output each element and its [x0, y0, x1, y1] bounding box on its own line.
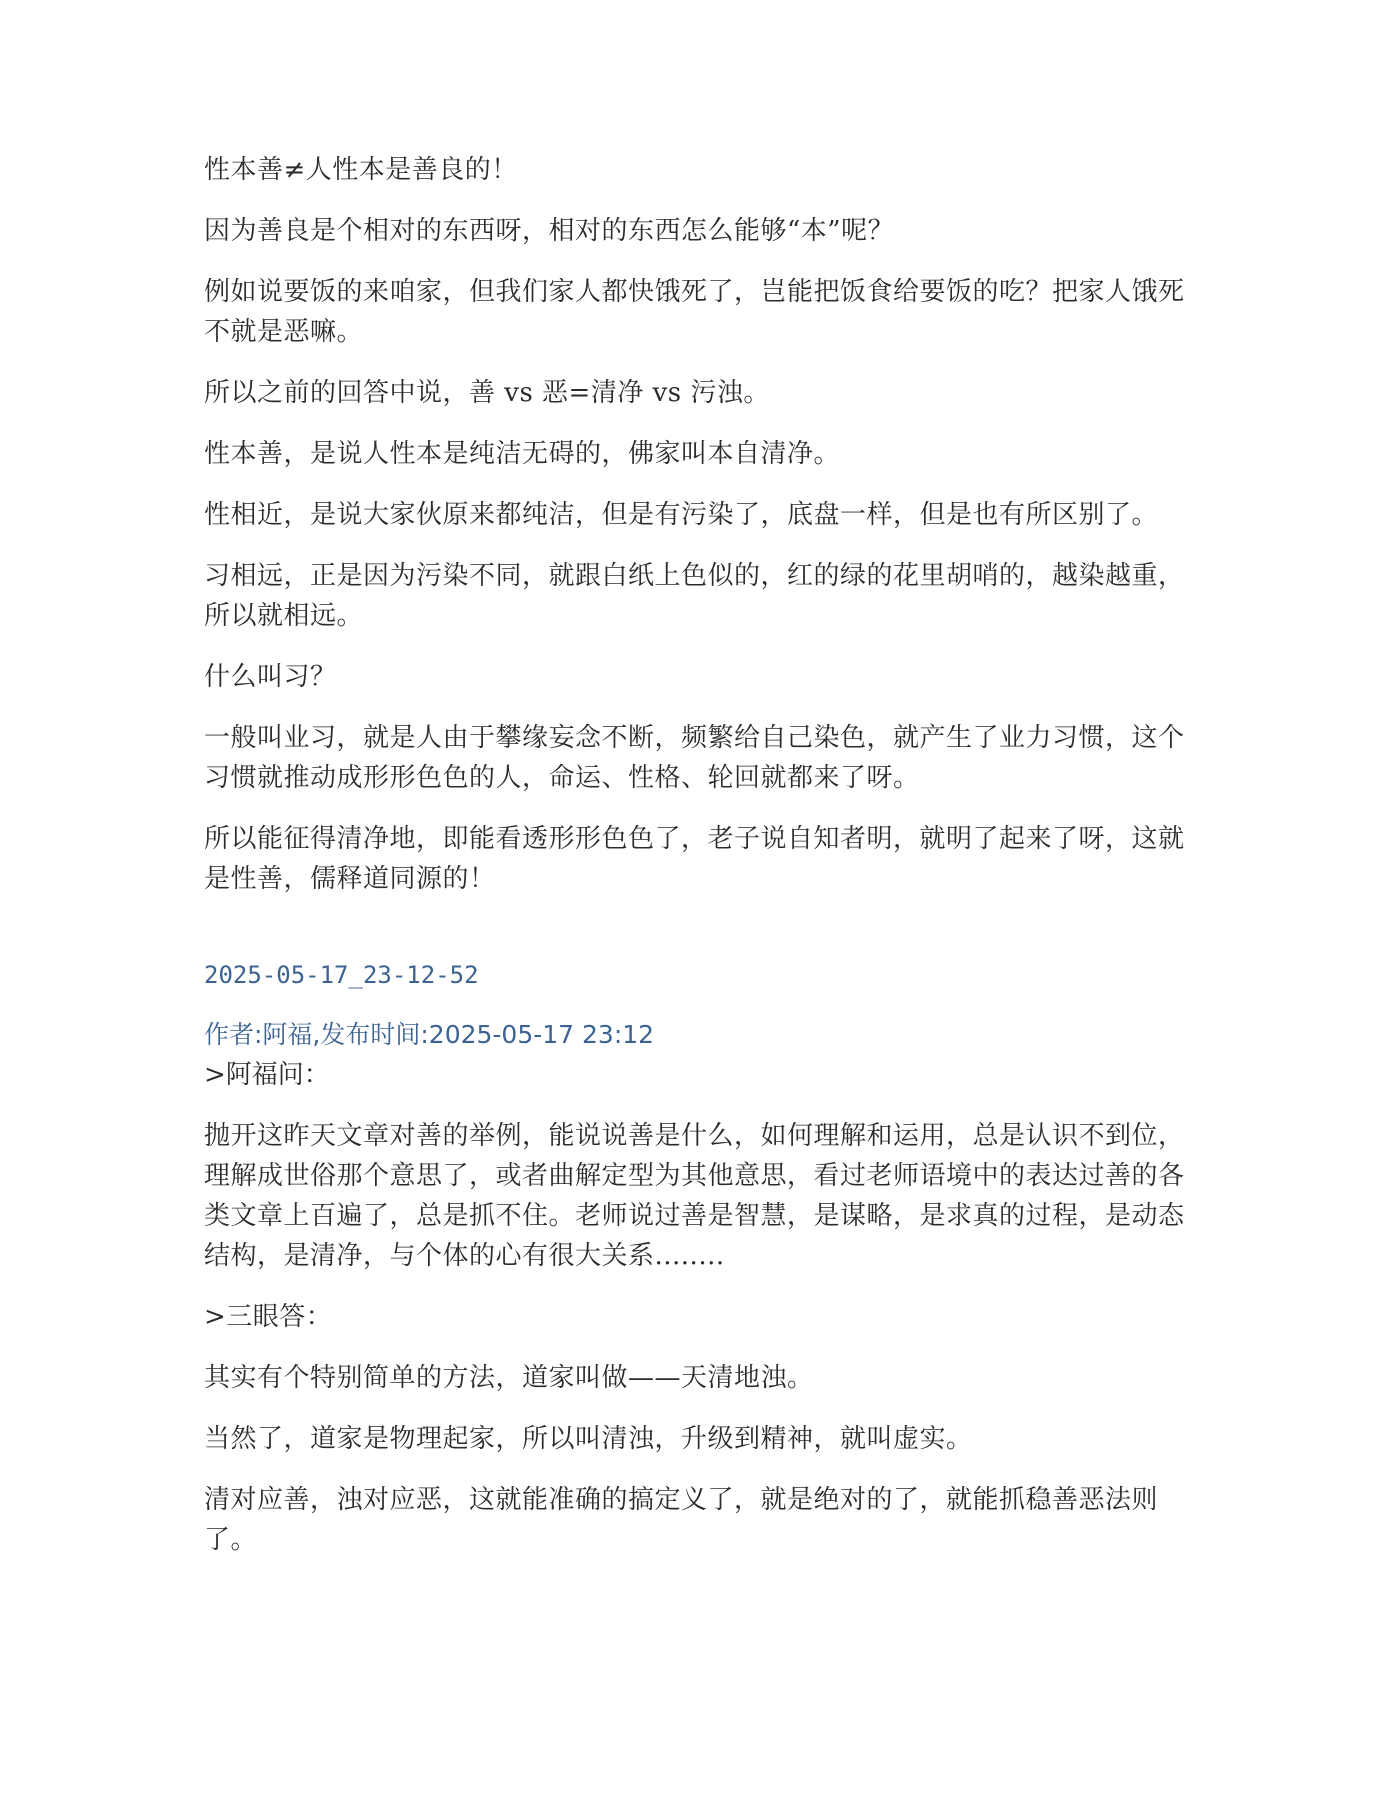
paragraph: 习相远，正是因为污染不同，就跟白纸上色似的，红的绿的花里胡哨的，越染越重，所以就相远。	[204, 561, 1185, 631]
paragraph: 性本善，是说人性本是纯洁无碍的，佛家叫本自清净。	[204, 439, 841, 469]
paragraph: 因为善良是个相对的东西呀，相对的东西怎么能够“本”呢？	[204, 216, 895, 246]
question-text: 抛开这昨天文章对善的举例，能说说善是什么，如何理解和运用，总是认识不到位，理解成世俗那个意思了，或者曲解定型为其他意思，看过老师语境中的表达过善的各类文章上百遍了，总是抓不住。老师说过善是智慧，是谋略，是求真的过程，是动态结构，是清净，与个体的心有很大关系........	[204, 1121, 1185, 1271]
answer-paragraph: 清对应善，浊对应恶，这就能准确的搞定义了，就是绝对的了，就能抓稳善恶法则了。	[204, 1485, 1159, 1555]
paragraph: 什么叫习？	[204, 662, 337, 692]
answer-paragraph: 其实有个特别简单的方法，道家叫做——天清地浊。	[204, 1363, 814, 1393]
post-meta: 作者:阿福,发布时间:2025-05-17 23:12	[204, 1020, 655, 1049]
question-label: >阿福问：	[204, 1060, 330, 1090]
post-timestamp-heading: 2025-05-17_23-12-52	[204, 961, 479, 989]
answer-paragraph: 当然了，道家是物理起家，所以叫清浊，升级到精神，就叫虚实。	[204, 1424, 973, 1454]
paragraph: 例如说要饭的来咱家，但我们家人都快饿死了，岂能把饭食给要饭的吃？把家人饿死不就是恶嘛。	[204, 277, 1185, 347]
paragraph: 性相近，是说大家伙原来都纯洁，但是有污染了，底盘一样，但是也有所区别了。	[204, 500, 1159, 530]
paragraph: 一般叫业习，就是人由于攀缘妄念不断，频繁给自己染色，就产生了业力习惯，这个习惯就推动成形形色色的人，命运、性格、轮回就都来了呀。	[204, 723, 1185, 793]
paragraph: 所以能征得清净地，即能看透形形色色了，老子说自知者明，就明了起来了呀，这就是性善，儒释道同源的！	[204, 824, 1185, 894]
paragraph: 所以之前的回答中说，善 vs 恶=清净 vs 污浊。	[204, 378, 770, 408]
paragraph: 性本善≠人性本是善良的！	[204, 155, 518, 185]
document-page	[204, 150, 1186, 1581]
answer-label: >三眼答：	[204, 1302, 333, 1332]
